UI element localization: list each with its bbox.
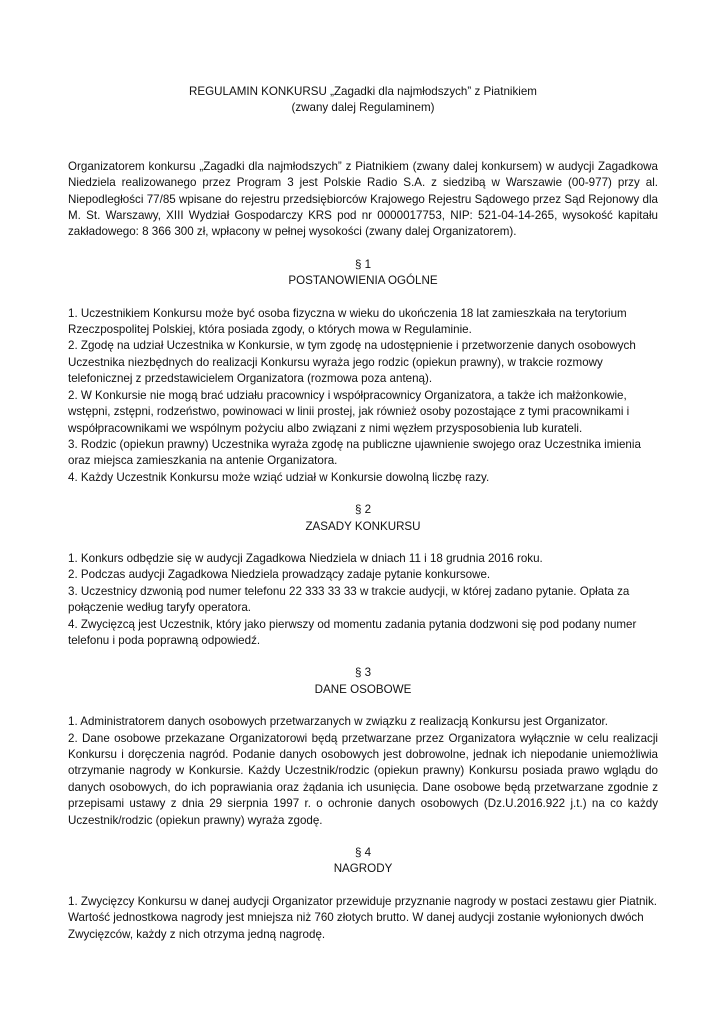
section-4-heading: NAGRODY — [333, 862, 393, 876]
section-4-paragraph: 1. Zwycięzcy Konkursu w danej audycji Organizator przewiduje przyznanie nagrody w postaci zestawu gier Piatnik. Wartość jednostkowa nagrody jest mniejsza niż 760 złotych brutto. W danej audycji zostanie wyłonionych dwóch Zwycięzców, każdy z nich otrzyma jedną nagrodę. — [68, 894, 657, 941]
intro-paragraph: Organizatorem konkursu „Zagadki dla najmłodszych” z Piatnikiem (zwany dalej konkursem) w audycji Zagadkowa Niedziela realizowanego przez Program 3 jest Polskie Radio S.A. z siedzibą w Warszawie (00-977) przy al. Niepodległości 77/85 wpisane do rejestru przedsiębiorców Krajowego Rejestru Sądowego przez Sąd Rejonowy dla M. St. Warszawy, XIII Wydział Gospodarczy KRS pod nr 0000017753, NIP: 521-04-14-265, wysokość kapitału zakładowego: 8 366 300 zł, wpłacony w pełnej wysokości (zwany dalej Organizatorem). — [68, 159, 658, 239]
section-2-header — [68, 502, 658, 535]
section-1-paragraph: 1. Uczestnikiem Konkursu może być osoba fizyczna w wieku do ukończenia 18 lat zamieszkała na terytorium Rzeczpospolitej Polskiej, która posiada zgody, o których mowa w Regulaminie. — [68, 306, 627, 337]
document-title — [68, 84, 658, 117]
section-2-paragraph: 4. Zwycięzcą jest Uczestnik, który jako pierwszy od momentu zadania pytania dodzwoni się pod podany numer telefonu i poda poprawną odpowiedź. — [68, 617, 637, 647]
section-1-paragraph: 2. Zgodę na udział Uczestnika w Konkursie, w tym zgodę na udostępnienie i przetworzenie danych osobowych Uczestnika niezbędnych do realizacji Konkursu wyraża jego rodzic (opiekun prawny), w trakcie rozmowy telefonicznej z przedstawicielem Organizatora (rozmowa poza anteną). — [68, 339, 636, 386]
section-1-body — [68, 306, 658, 486]
section-3-heading: DANE OSOBOWE — [314, 682, 412, 696]
section-1-paragraph: 4. Każdy Uczestnik Konkursu może wziąć udział w Konkursie dowolną liczbę razy. — [68, 470, 490, 484]
section-2-paragraph: 3. Uczestnicy dzwonią pod numer telefonu 22 333 33 33 w trakcie audycji, w której zadano pytanie. Opłata za połączenie według taryfy operatora. — [68, 584, 630, 615]
title-line-2: (zwany dalej Regulaminem) — [291, 101, 435, 115]
section-3-paragraph: 1. Administratorem danych osobowych przetwarzanych w związku z realizacją Konkursu jest Organizator. — [68, 715, 608, 729]
section-1-paragraph: 2. W Konkursie nie mogą brać udziału pracownicy i współpracownicy Organizatora, a także ich małżonkowie, wstępni, zstępni, rodzeństwo, powinowaci w linii prostej, jak również osoby pozostające z tymi pracownikami i współpracownikami we wspólnym pożyciu albo związani z nimi węzłem przysposobienia lub kurateli. — [68, 388, 630, 435]
title-line-1: REGULAMIN KONKURSU „Zagadki dla najmłodszych” z Piatnikiem — [189, 85, 537, 98]
section-1-paragraph: 3. Rodzic (opiekun prawny) Uczestnika wyraża zgodę na publiczne ujawnienie swojego oraz Uczestnika imienia oraz miejsca zamieszkania na antenie Organizatora. — [68, 437, 641, 468]
section-4-body — [68, 894, 658, 943]
section-2-number: § 2 — [354, 503, 372, 517]
section-2-paragraph: 2. Podczas audycji Zagadkowa Niedziela prowadzący zadaje pytanie konkursowe. — [68, 568, 491, 582]
section-2-paragraph: 1. Konkurs odbędzie się w audycji Zagadkowa Niedziela w dniach 11 i 18 grudnia 2016 roku. — [68, 551, 543, 565]
section-3-number: § 3 — [354, 666, 372, 680]
section-1-number: § 1 — [354, 257, 372, 271]
section-1-heading: POSTANOWIENIA OGÓLNE — [288, 274, 438, 288]
section-1-header — [68, 257, 658, 290]
section-2-heading: ZASADY KONKURSU — [305, 519, 421, 533]
section-3-header — [68, 665, 658, 698]
section-3-paragraph: 2. Dane osobowe przekazane Organizatorowi będą przetwarzane przez Organizatora wyłącznie w celu realizacji Konkursu i doręczenia nagród. Podanie danych osobowych jest dobrowolne, jednak ich niepodanie uniemożliwia otrzymanie nagrody w Konkursie. Każdy Uczestnik/rodzic (opiekun prawny) Konkursu posiada prawo wglądu do danych osobowych, do ich poprawiania oraz żądania ich usunięcia. Dane osobowe będą przetwarzane zgodnie z przepisami ustawy z dnia 29 sierpnia 1997 r. o ochronie danych osobowych (Dz.U.2016.922 j.t.) na co każdy Uczestnik/rodzic (opiekun prawny) wyraża zgodę. — [68, 731, 658, 827]
section-4-header — [68, 845, 658, 878]
document-body — [68, 84, 658, 943]
section-4-number: § 4 — [354, 846, 372, 860]
section-3-body — [68, 714, 658, 829]
section-2-body — [68, 551, 658, 649]
